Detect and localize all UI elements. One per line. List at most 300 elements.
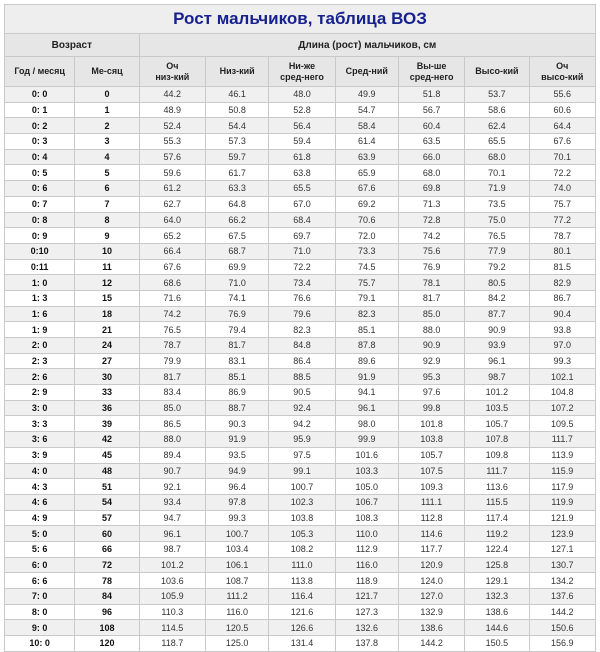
length-cell: 61.7: [205, 165, 268, 181]
length-cell: 79.2: [465, 259, 529, 275]
length-cell: 65.5: [269, 181, 335, 197]
length-cell: 73.5: [465, 196, 529, 212]
length-cell: 83.4: [139, 385, 205, 401]
length-cell: 78.1: [398, 275, 464, 291]
length-cell: 68.4: [269, 212, 335, 228]
length-cell: 48.9: [139, 102, 205, 118]
length-cell: 72.8: [398, 212, 464, 228]
length-cell: 78.7: [529, 228, 595, 244]
length-cell: 90.5: [269, 385, 335, 401]
length-cell: 108.2: [269, 541, 335, 557]
length-cell: 85.1: [205, 369, 268, 385]
table-row: [5, 541, 596, 557]
month-cell: 24: [75, 338, 139, 354]
length-cell: 116.4: [269, 589, 335, 605]
length-cell: 98.7: [139, 541, 205, 557]
length-cell: 103.6: [139, 573, 205, 589]
length-cell: 102.3: [269, 494, 335, 510]
table-row: [5, 243, 596, 259]
length-cell: 81.7: [205, 338, 268, 354]
length-cell: 127.1: [529, 541, 595, 557]
column-header: Оч высо-кий: [529, 57, 595, 87]
month-cell: 84: [75, 589, 139, 605]
length-cell: 132.9: [398, 604, 464, 620]
month-cell: 66: [75, 541, 139, 557]
age-cell: 0: 4: [5, 149, 75, 165]
length-cell: 50.8: [205, 102, 268, 118]
length-cell: 111.1: [398, 494, 464, 510]
age-cell: 0: 9: [5, 228, 75, 244]
length-cell: 44.2: [139, 87, 205, 103]
length-cell: 97.0: [529, 338, 595, 354]
age-cell: 6: 0: [5, 557, 75, 573]
length-cell: 57.6: [139, 149, 205, 165]
length-cell: 124.0: [398, 573, 464, 589]
month-cell: 1: [75, 102, 139, 118]
length-cell: 99.3: [205, 510, 268, 526]
age-cell: 4: 3: [5, 479, 75, 495]
length-cell: 121.9: [529, 510, 595, 526]
table-row: [5, 181, 596, 197]
length-cell: 103.8: [398, 432, 464, 448]
length-cell: 51.8: [398, 87, 464, 103]
column-header: Оч низ-кий: [139, 57, 205, 87]
age-cell: 1: 3: [5, 290, 75, 306]
table-row: [5, 432, 596, 448]
age-cell: 0: 6: [5, 181, 75, 197]
length-cell: 58.6: [465, 102, 529, 118]
length-cell: 60.4: [398, 118, 464, 134]
length-cell: 74.2: [139, 306, 205, 322]
table-row: [5, 447, 596, 463]
length-cell: 144.2: [529, 604, 595, 620]
month-cell: 96: [75, 604, 139, 620]
length-cell: 117.4: [465, 510, 529, 526]
length-cell: 87.7: [465, 306, 529, 322]
length-cell: 68.0: [398, 165, 464, 181]
age-cell: 0:11: [5, 259, 75, 275]
length-cell: 75.6: [398, 243, 464, 259]
length-cell: 53.7: [465, 87, 529, 103]
length-cell: 71.0: [269, 243, 335, 259]
length-cell: 98.7: [465, 369, 529, 385]
length-cell: 65.9: [335, 165, 398, 181]
length-cell: 63.8: [269, 165, 335, 181]
length-cell: 90.4: [529, 306, 595, 322]
table-row: [5, 212, 596, 228]
length-cell: 54.4: [205, 118, 268, 134]
table-row: [5, 102, 596, 118]
length-cell: 123.9: [529, 526, 595, 542]
length-cell: 61.4: [335, 134, 398, 150]
age-cell: 1: 6: [5, 306, 75, 322]
length-cell: 48.0: [269, 87, 335, 103]
length-cell: 72.2: [529, 165, 595, 181]
length-cell: 112.9: [335, 541, 398, 557]
length-cell: 150.6: [529, 620, 595, 636]
table-row: [5, 306, 596, 322]
length-cell: 62.4: [465, 118, 529, 134]
length-cell: 89.6: [335, 353, 398, 369]
table-row: [5, 228, 596, 244]
length-cell: 67.0: [269, 196, 335, 212]
month-cell: 5: [75, 165, 139, 181]
length-cell: 68.7: [205, 243, 268, 259]
age-cell: 6: 6: [5, 573, 75, 589]
table-row: [5, 385, 596, 401]
length-cell: 108.3: [335, 510, 398, 526]
table-row: [5, 526, 596, 542]
length-cell: 93.9: [465, 338, 529, 354]
month-cell: 30: [75, 369, 139, 385]
length-cell: 92.4: [269, 400, 335, 416]
length-cell: 82.3: [335, 306, 398, 322]
length-cell: 103.4: [205, 541, 268, 557]
length-cell: 101.2: [465, 385, 529, 401]
length-cell: 71.9: [465, 181, 529, 197]
table-row: [5, 149, 596, 165]
length-cell: 144.6: [465, 620, 529, 636]
length-cell: 76.9: [398, 259, 464, 275]
length-cell: 88.0: [398, 322, 464, 338]
length-cell: 131.4: [269, 636, 335, 652]
length-cell: 103.8: [269, 510, 335, 526]
table-row: [5, 259, 596, 275]
month-cell: 48: [75, 463, 139, 479]
month-cell: 12: [75, 275, 139, 291]
length-cell: 79.6: [269, 306, 335, 322]
table-row: [5, 134, 596, 150]
length-cell: 122.4: [465, 541, 529, 557]
table-row: [5, 196, 596, 212]
length-cell: 56.7: [398, 102, 464, 118]
length-cell: 88.0: [139, 432, 205, 448]
length-cell: 75.7: [529, 196, 595, 212]
length-cell: 90.9: [465, 322, 529, 338]
length-cell: 125.0: [205, 636, 268, 652]
length-cell: 121.6: [269, 604, 335, 620]
month-cell: 10: [75, 243, 139, 259]
length-cell: 55.6: [529, 87, 595, 103]
length-cell: 144.2: [398, 636, 464, 652]
column-header: Вы-ше сред-него: [398, 57, 464, 87]
length-cell: 86.4: [269, 353, 335, 369]
length-cell: 99.3: [529, 353, 595, 369]
length-cell: 71.3: [398, 196, 464, 212]
month-cell: 0: [75, 87, 139, 103]
length-cell: 76.5: [139, 322, 205, 338]
length-cell: 113.8: [269, 573, 335, 589]
length-cell: 68.0: [465, 149, 529, 165]
length-cell: 91.9: [205, 432, 268, 448]
length-cell: 83.1: [205, 353, 268, 369]
length-cell: 70.6: [335, 212, 398, 228]
length-cell: 94.7: [139, 510, 205, 526]
length-cell: 96.1: [335, 400, 398, 416]
table-row: [5, 322, 596, 338]
age-cell: 3: 9: [5, 447, 75, 463]
length-cell: 64.4: [529, 118, 595, 134]
length-cell: 80.1: [529, 243, 595, 259]
length-cell: 105.7: [398, 447, 464, 463]
table-row: [5, 573, 596, 589]
table-row: [5, 557, 596, 573]
length-cell: 69.8: [398, 181, 464, 197]
month-cell: 108: [75, 620, 139, 636]
length-cell: 85.1: [335, 322, 398, 338]
table-row: [5, 118, 596, 134]
length-cell: 63.5: [398, 134, 464, 150]
length-cell: 68.6: [139, 275, 205, 291]
length-cell: 94.1: [335, 385, 398, 401]
length-cell: 59.7: [205, 149, 268, 165]
month-cell: 42: [75, 432, 139, 448]
month-cell: 72: [75, 557, 139, 573]
age-cell: 1: 9: [5, 322, 75, 338]
length-cell: 74.0: [529, 181, 595, 197]
age-cell: 4: 9: [5, 510, 75, 526]
length-cell: 115.9: [529, 463, 595, 479]
table-row: [5, 338, 596, 354]
length-cell: 107.8: [465, 432, 529, 448]
length-cell: 67.6: [529, 134, 595, 150]
length-cell: 111.2: [205, 589, 268, 605]
length-cell: 130.7: [529, 557, 595, 573]
length-cell: 113.9: [529, 447, 595, 463]
length-cell: 64.8: [205, 196, 268, 212]
length-cell: 86.7: [529, 290, 595, 306]
length-cell: 63.3: [205, 181, 268, 197]
length-cell: 110.0: [335, 526, 398, 542]
month-cell: 51: [75, 479, 139, 495]
length-cell: 79.4: [205, 322, 268, 338]
length-cell: 54.7: [335, 102, 398, 118]
length-cell: 77.2: [529, 212, 595, 228]
length-cell: 101.2: [139, 557, 205, 573]
table-row: [5, 369, 596, 385]
column-headers: [5, 57, 596, 87]
length-cell: 70.1: [465, 165, 529, 181]
length-cell: 112.8: [398, 510, 464, 526]
month-cell: 54: [75, 494, 139, 510]
table-row: [5, 589, 596, 605]
age-cell: 1: 0: [5, 275, 75, 291]
length-cell: 103.5: [465, 400, 529, 416]
length-cell: 115.5: [465, 494, 529, 510]
age-cell: 10: 0: [5, 636, 75, 652]
column-header: Год / месяц: [5, 57, 75, 87]
age-group-header: Возраст: [5, 34, 140, 57]
length-cell: 96.1: [465, 353, 529, 369]
age-cell: 5: 6: [5, 541, 75, 557]
age-cell: 8: 0: [5, 604, 75, 620]
length-cell: 66.2: [205, 212, 268, 228]
length-cell: 64.0: [139, 212, 205, 228]
length-cell: 69.2: [335, 196, 398, 212]
length-cell: 74.5: [335, 259, 398, 275]
length-group-header: Длина (рост) мальчиков, см: [139, 34, 595, 57]
table-row: [5, 416, 596, 432]
length-cell: 84.2: [465, 290, 529, 306]
length-cell: 71.0: [205, 275, 268, 291]
length-cell: 105.7: [465, 416, 529, 432]
length-cell: 86.9: [205, 385, 268, 401]
length-cell: 70.1: [529, 149, 595, 165]
length-cell: 102.1: [529, 369, 595, 385]
length-cell: 76.5: [465, 228, 529, 244]
length-cell: 67.5: [205, 228, 268, 244]
length-cell: 105.3: [269, 526, 335, 542]
age-cell: 0: 5: [5, 165, 75, 181]
month-cell: 57: [75, 510, 139, 526]
table-row: [5, 510, 596, 526]
length-cell: 95.9: [269, 432, 335, 448]
table-row: [5, 400, 596, 416]
table-title: Рост мальчиков, таблица ВОЗ: [5, 5, 596, 34]
length-cell: 74.2: [398, 228, 464, 244]
length-cell: 111.7: [465, 463, 529, 479]
length-cell: 61.8: [269, 149, 335, 165]
length-cell: 81.5: [529, 259, 595, 275]
age-cell: 4: 6: [5, 494, 75, 510]
length-cell: 81.7: [139, 369, 205, 385]
length-cell: 61.2: [139, 181, 205, 197]
length-cell: 150.5: [465, 636, 529, 652]
month-cell: 15: [75, 290, 139, 306]
length-cell: 65.2: [139, 228, 205, 244]
length-cell: 118.7: [139, 636, 205, 652]
age-cell: 0: 2: [5, 118, 75, 134]
length-cell: 111.0: [269, 557, 335, 573]
length-cell: 101.8: [398, 416, 464, 432]
age-cell: 4: 0: [5, 463, 75, 479]
length-cell: 79.9: [139, 353, 205, 369]
length-cell: 110.3: [139, 604, 205, 620]
length-cell: 75.0: [465, 212, 529, 228]
length-cell: 109.8: [465, 447, 529, 463]
length-cell: 94.9: [205, 463, 268, 479]
length-cell: 55.3: [139, 134, 205, 150]
month-cell: 120: [75, 636, 139, 652]
length-cell: 96.4: [205, 479, 268, 495]
length-cell: 94.2: [269, 416, 335, 432]
month-cell: 33: [75, 385, 139, 401]
age-cell: 2: 3: [5, 353, 75, 369]
length-cell: 116.0: [205, 604, 268, 620]
length-cell: 92.1: [139, 479, 205, 495]
age-cell: 3: 0: [5, 400, 75, 416]
age-cell: 7: 0: [5, 589, 75, 605]
month-cell: 36: [75, 400, 139, 416]
table-row: [5, 353, 596, 369]
length-cell: 72.0: [335, 228, 398, 244]
length-cell: 114.6: [398, 526, 464, 542]
age-cell: 0: 7: [5, 196, 75, 212]
month-cell: 39: [75, 416, 139, 432]
length-cell: 127.3: [335, 604, 398, 620]
length-cell: 120.9: [398, 557, 464, 573]
month-cell: 3: [75, 134, 139, 150]
month-cell: 60: [75, 526, 139, 542]
length-cell: 109.3: [398, 479, 464, 495]
length-cell: 109.5: [529, 416, 595, 432]
table-row: [5, 620, 596, 636]
length-cell: 88.5: [269, 369, 335, 385]
length-cell: 118.9: [335, 573, 398, 589]
length-cell: 96.1: [139, 526, 205, 542]
length-cell: 90.9: [398, 338, 464, 354]
length-cell: 85.0: [398, 306, 464, 322]
length-cell: 71.6: [139, 290, 205, 306]
length-cell: 116.0: [335, 557, 398, 573]
length-cell: 137.6: [529, 589, 595, 605]
column-header: Высо-кий: [465, 57, 529, 87]
length-cell: 132.6: [335, 620, 398, 636]
length-cell: 89.4: [139, 447, 205, 463]
length-cell: 86.5: [139, 416, 205, 432]
age-cell: 2: 9: [5, 385, 75, 401]
length-cell: 72.2: [269, 259, 335, 275]
length-cell: 73.4: [269, 275, 335, 291]
length-cell: 59.4: [269, 134, 335, 150]
length-cell: 73.3: [335, 243, 398, 259]
length-cell: 114.5: [139, 620, 205, 636]
length-cell: 78.7: [139, 338, 205, 354]
length-cell: 93.4: [139, 494, 205, 510]
age-cell: 3: 6: [5, 432, 75, 448]
length-cell: 99.8: [398, 400, 464, 416]
table-row: [5, 494, 596, 510]
length-cell: 52.4: [139, 118, 205, 134]
table-row: [5, 604, 596, 620]
length-cell: 90.7: [139, 463, 205, 479]
length-cell: 105.9: [139, 589, 205, 605]
month-cell: 6: [75, 181, 139, 197]
month-cell: 11: [75, 259, 139, 275]
length-cell: 156.9: [529, 636, 595, 652]
length-cell: 113.6: [465, 479, 529, 495]
length-cell: 107.2: [529, 400, 595, 416]
month-cell: 7: [75, 196, 139, 212]
length-cell: 75.7: [335, 275, 398, 291]
length-cell: 111.7: [529, 432, 595, 448]
table-row: [5, 165, 596, 181]
length-cell: 87.8: [335, 338, 398, 354]
length-cell: 107.5: [398, 463, 464, 479]
length-cell: 91.9: [335, 369, 398, 385]
age-cell: 0: 1: [5, 102, 75, 118]
age-cell: 5: 0: [5, 526, 75, 542]
length-cell: 90.3: [205, 416, 268, 432]
length-cell: 120.5: [205, 620, 268, 636]
length-cell: 81.7: [398, 290, 464, 306]
length-cell: 127.0: [398, 589, 464, 605]
month-cell: 9: [75, 228, 139, 244]
length-cell: 121.7: [335, 589, 398, 605]
length-cell: 117.7: [398, 541, 464, 557]
table-row: [5, 479, 596, 495]
length-cell: 66.4: [139, 243, 205, 259]
length-cell: 49.9: [335, 87, 398, 103]
length-cell: 66.0: [398, 149, 464, 165]
length-cell: 97.6: [398, 385, 464, 401]
length-cell: 46.1: [205, 87, 268, 103]
length-cell: 63.9: [335, 149, 398, 165]
growth-table-container: [4, 4, 596, 649]
length-cell: 79.1: [335, 290, 398, 306]
length-cell: 101.6: [335, 447, 398, 463]
length-cell: 97.8: [205, 494, 268, 510]
